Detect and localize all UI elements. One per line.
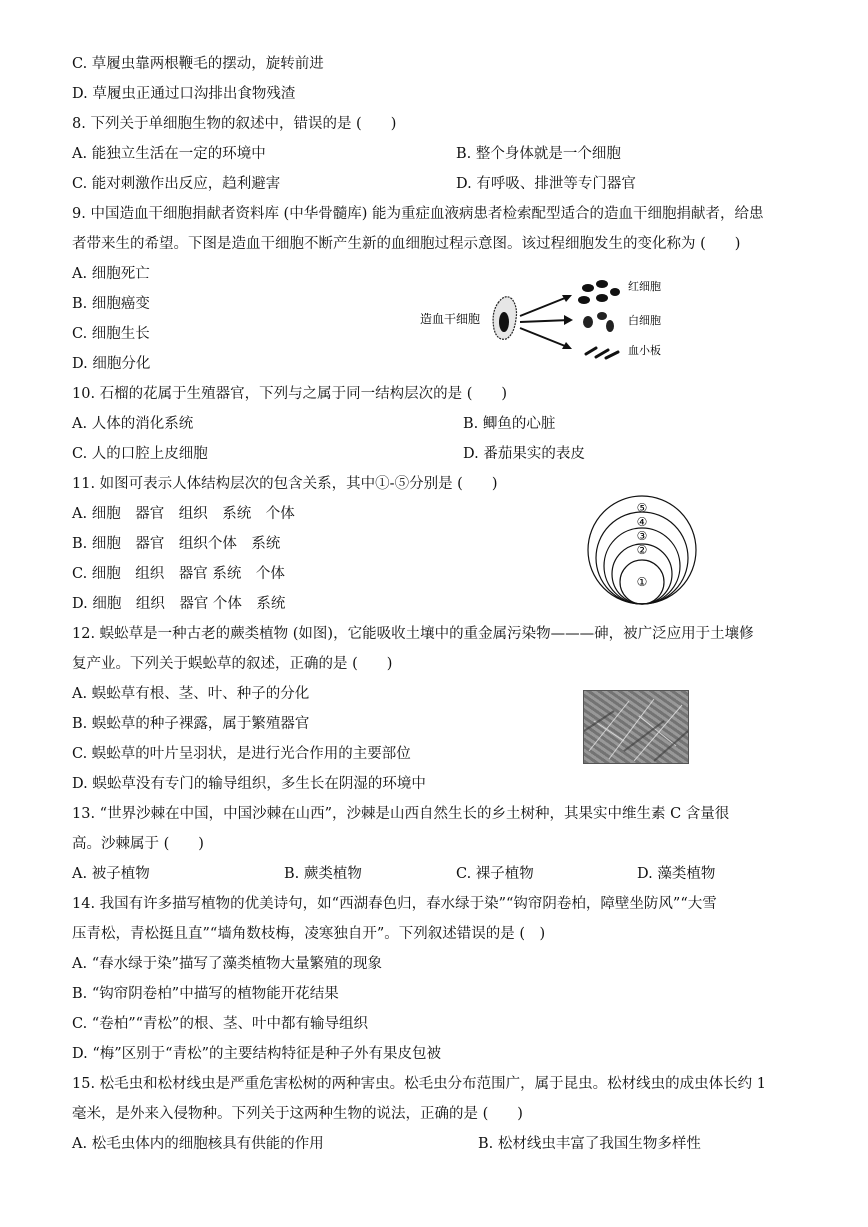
text-line: B. 松材线虫丰富了我国生物多样性 — [478, 1136, 701, 1152]
text-line: B. 整个身体就是一个细胞 — [456, 146, 621, 162]
stem-cell-diagram — [410, 278, 680, 366]
red-blood-cells — [578, 280, 620, 304]
stem-cell-svg — [410, 278, 680, 366]
text-line: C. 裸子植物 — [456, 866, 534, 882]
text-line: A. 松毛虫体内的细胞核具有供能的作用 — [72, 1136, 324, 1152]
text-line: C. 草履虫靠两根鞭毛的摆动，旋转前进 — [72, 56, 324, 72]
circle-label-5: ⑤ — [636, 501, 648, 515]
text-line: C. 蜈蚣草的叶片呈羽状，是进行光合作用的主要部位 — [72, 746, 411, 762]
text-line: C. 细胞生长 — [72, 326, 150, 342]
white-blood-cells — [583, 312, 614, 332]
circle-label-1: ① — [636, 575, 648, 589]
circle-label-2: ② — [636, 543, 648, 557]
rbc-label: 红细胞 — [628, 280, 661, 293]
text-line: 14. 我国有许多描写植物的优美诗句，如“西湖春色归，春水绿于染”“钩帘阴卷柏，障壁坐防风”“大雪 — [72, 896, 717, 912]
text-line: D. 有呼吸、排泄等专门器官 — [456, 176, 636, 192]
text-line: B. 蕨类植物 — [284, 866, 362, 882]
platelets — [586, 348, 618, 358]
text-line: D. 藻类植物 — [637, 866, 716, 882]
text-line: A. 人体的消化系统 — [72, 416, 194, 432]
circle-label-4: ④ — [636, 515, 648, 529]
arrows — [520, 296, 570, 348]
text-line: A. “春水绿于染”描写了藻类植物大量繁殖的现象 — [72, 956, 383, 972]
platelet-label: 血小板 — [628, 344, 661, 357]
text-line: D. 细胞 组织 器官 个体 系统 — [72, 596, 286, 612]
text-line: D. “梅”区别于“青松”的主要结构特征是种子外有果皮包被 — [72, 1046, 441, 1062]
text-line: A. 蜈蚣草有根、茎、叶、种子的分化 — [72, 686, 310, 702]
text-line: D. 草履虫正通过口沟排出食物残渣 — [72, 86, 296, 102]
arrowheads — [562, 295, 573, 349]
text-line: C. “卷柏”“青松”的根、茎、叶中都有输导组织 — [72, 1016, 368, 1032]
wbc-label: 白细胞 — [628, 314, 661, 327]
nested-circles-svg — [586, 494, 698, 606]
arrow-to-platelet — [520, 328, 570, 348]
text-line: B. 细胞 器官 组织个体 系统 — [72, 536, 281, 552]
text-line: 复产业。下列关于蜈蚣草的叙述，正确的是 ( ) — [72, 656, 393, 672]
text-line: B. 蜈蚣草的种子裸露，属于繁殖器官 — [72, 716, 310, 732]
text-line: A. 被子植物 — [72, 866, 150, 882]
text-line: 8. 下列关于单细胞生物的叙述中，错误的是 ( ) — [72, 116, 397, 132]
fern-photo-svg — [584, 691, 688, 763]
text-line: A. 能独立生活在一定的环境中 — [72, 146, 266, 162]
text-line: 者带来生的希望。下图是造血干细胞不断产生新的血细胞过程示意图。该过程细胞发生的变化称为 ( ) — [72, 236, 741, 252]
text-line: D. 番茄果实的表皮 — [463, 446, 585, 462]
nested-circles-diagram — [586, 494, 698, 606]
text-line: 高。沙棘属于 ( ) — [72, 836, 204, 852]
text-line: B. 鲫鱼的心脏 — [463, 416, 556, 432]
text-line: C. 能对刺激作出反应，趋利避害 — [72, 176, 281, 192]
circle-label-3: ③ — [636, 529, 648, 543]
text-line: 15. 松毛虫和松材线虫是严重危害松树的两种害虫。松毛虫分布范围广，属于昆虫。松材线虫的成虫体长约 1 — [72, 1076, 766, 1092]
stem-cell-label: 造血干细胞 — [420, 312, 481, 326]
text-line: 11. 如图可表示人体结构层次的包含关系，其中①-⑤分别是 ( ) — [72, 476, 498, 492]
text-line: D. 蜈蚣草没有专门的输导组织，多生长在阴湿的环境中 — [72, 776, 426, 792]
text-line: 压青松，青松挺且直”“墙角数枝梅，凌寒独自开”。下列叙述错误的是 ( ) — [72, 926, 546, 942]
text-line: C. 人的口腔上皮细胞 — [72, 446, 208, 462]
text-line: 10. 石榴的花属于生殖器官，下列与之属于同一结构层次的是 ( ) — [72, 386, 508, 402]
fern-photo — [583, 690, 689, 764]
text-line: A. 细胞死亡 — [72, 266, 150, 282]
text-line: B. “钩帘阴卷柏”中描写的植物能开花结果 — [72, 986, 339, 1002]
text-line: 12. 蜈蚣草是一种古老的蕨类植物 (如图)，它能吸收土壤中的重金属污染物———砷，被广泛应用于土壤修 — [72, 626, 754, 642]
text-line: 13. “世界沙棘在中国，中国沙棘在山西”，沙棘是山西自然生长的乡土树种，其果实中维生素 C 含量很 — [72, 806, 730, 822]
text-line: C. 细胞 组织 器官 系统 个体 — [72, 566, 285, 582]
text-line: 9. 中国造血干细胞捐献者资料库 (中华骨髓库) 能为重症血液病患者检索配型适合的造血干细胞捐献者，给患 — [72, 206, 764, 222]
arrow-to-rbc — [520, 296, 570, 316]
text-line: 毫米，是外来入侵物种。下列关于这两种生物的说法，正确的是 ( ) — [72, 1106, 523, 1122]
text-line: D. 细胞分化 — [72, 356, 151, 372]
text-line: B. 细胞癌变 — [72, 296, 150, 312]
stem-cell — [493, 297, 516, 340]
text-line: A. 细胞 器官 组织 系统 个体 — [72, 506, 295, 522]
arrow-to-wbc — [520, 320, 570, 322]
